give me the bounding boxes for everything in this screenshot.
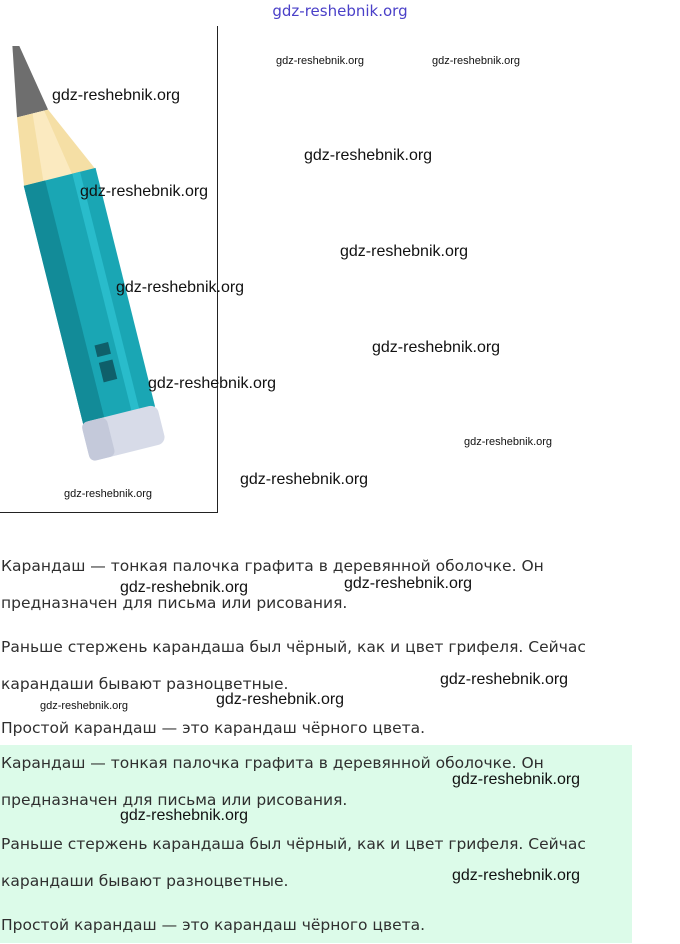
paragraph-line: предназначен для письма или рисования. — [1, 594, 348, 612]
watermark: gdz-reshebnik.org — [120, 807, 249, 824]
watermark: gdz-reshebnik.org — [80, 183, 209, 200]
watermark: gdz-reshebnik.org — [452, 867, 581, 884]
paragraph-line: Раньше стержень карандаша был чёрный, как и цвет грифеля. Сейчас — [1, 835, 586, 853]
paragraph-line: Простой карандаш — это карандаш чёрного цвета. — [1, 719, 426, 737]
watermark: gdz-reshebnik.org — [148, 375, 277, 392]
watermark: gdz-reshebnik.org — [372, 339, 501, 356]
paragraph-line: предназначен для письма или рисования. — [1, 791, 348, 809]
watermark: gdz-reshebnik.org — [432, 55, 521, 67]
watermark: gdz-reshebnik.org — [440, 671, 569, 688]
watermark: gdz-reshebnik.org — [116, 279, 245, 296]
watermark: gdz-reshebnik.org — [52, 87, 181, 104]
watermark: gdz-reshebnik.org — [304, 147, 433, 164]
paragraph-line: Карандаш — тонкая палочка графита в деревянной оболочке. Он — [1, 557, 544, 575]
paragraph-line: Раньше стержень карандаша был чёрный, как и цвет грифеля. Сейчас — [1, 638, 586, 656]
watermark: gdz-reshebnik.org — [216, 691, 345, 708]
pencil-lead — [0, 46, 48, 117]
watermark: gdz-reshebnik.org — [276, 55, 365, 67]
paragraph-line: Простой карандаш — это карандаш чёрного цвета. — [1, 916, 426, 934]
pencil-illustration — [0, 46, 217, 466]
paragraph-line: карандаши бывают разноцветные. — [1, 675, 289, 693]
watermark: gdz-reshebnik.org — [344, 575, 473, 592]
paragraph-line: Карандаш — тонкая палочка графита в деревянной оболочке. Он — [1, 754, 544, 772]
paragraph-line: карандаши бывают разноцветные. — [1, 872, 289, 890]
watermark: gdz-reshebnik.org — [240, 471, 369, 488]
watermark: gdz-reshebnik.org — [40, 700, 129, 712]
watermark: gdz-reshebnik.org — [64, 488, 153, 500]
watermark: gdz-reshebnik.org — [452, 771, 581, 788]
site-link[interactable]: gdz-reshebnik.org — [272, 2, 408, 20]
watermark: gdz-reshebnik.org — [120, 579, 249, 596]
watermark: gdz-reshebnik.org — [464, 436, 553, 448]
watermark: gdz-reshebnik.org — [340, 243, 469, 260]
